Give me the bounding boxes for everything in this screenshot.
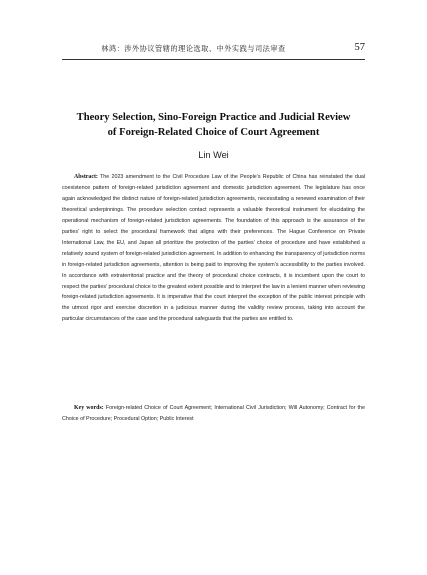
keywords-paragraph	[62, 403, 365, 425]
abstract-label: Abstract:	[74, 174, 98, 180]
abstract-paragraph	[62, 172, 365, 325]
running-title: 林鸿：涉外协议管辖的理论选取、中外实践与司法审查	[101, 44, 286, 53]
keywords-label: Key words:	[74, 405, 104, 411]
author-name: Lin Wei	[198, 150, 229, 160]
running-header	[62, 44, 365, 58]
paper-title	[40, 110, 387, 140]
header-rule	[62, 59, 365, 60]
title-line-1: Theory Selection, Sino-Foreign Practice and Judicial Review	[76, 112, 351, 123]
page-number: 57	[354, 42, 365, 53]
abstract-text: The 2023 amendment to the Civil Procedure Law of the People’s Republic of China has reinstated the dual coexistence pattern of foreign-related jurisdiction agreement and domestic jurisdiction agreement. The legislature has once again acknowledged the distinct nature of foreign-related jurisdiction agreements, necessitating a renewed examination of their theoretical underpinnings. The procedure selection contact represents a valuable theoretical instrument for elucidating the operational mechanism of foreign-related jurisdiction agreements. The foundation of this approach is the assurance of the parties’ right to select the procedural framework that aligns with their preferences. The Hague Conference on Private International Law, the EU, and Japan all prioritize the protection of the parties’ choice of procedure and have established a relatively sound system of foreign-related jurisdiction agreement. In addition to enhancing the transparency of jurisdiction norms in foreign-related jurisdiction agreements, attention is being paid to improving the system’s accessibility to the parties involved. In accordance with extraterritorial practice and the theory of procedural choice contracts, it is incumbent upon the court to respect the parties’ procedural choice to the greatest extent possible and to interpret the law in a lenient manner when reviewing foreign-related jurisdiction agreements. It is imperative that the court interpret the exception of the public interest principle with the utmost rigor and exercise discretion in a judicious manner during the validity review process, taking into account the particular circumstances of the case and the procedural safeguards that the parties are entitled to.	[62, 174, 366, 323]
title-line-2: of Foreign-Related Choice of Court Agreement	[107, 127, 320, 138]
keywords-text: Foreign-related Choice of Court Agreement; International Civil Jurisdiction; Will Autonomy; Contract for the Choice of Procedure; Procedural Option; Public Interest	[62, 405, 365, 422]
